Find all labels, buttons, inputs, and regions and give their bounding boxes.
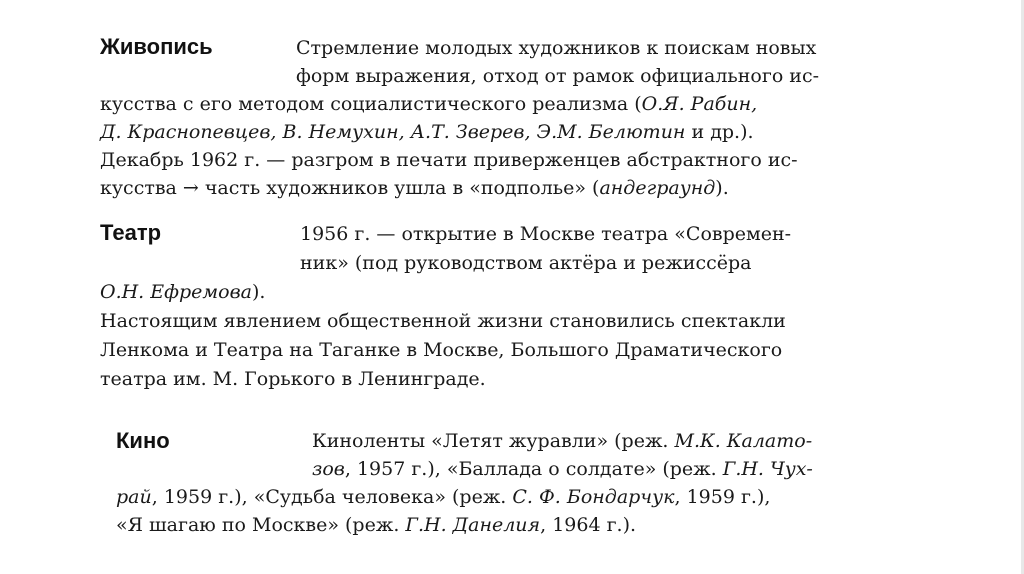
text-line (100, 281, 265, 303)
section-heading-painting: Живопись (100, 34, 213, 59)
text-run: «Я шагаю по Москве» (реж. (116, 514, 406, 536)
text-run: , 1959 г.), (674, 486, 771, 508)
italic-text: М.К. Калато- (674, 430, 813, 452)
text-line (100, 149, 798, 171)
text-line (116, 486, 770, 508)
italic-text: Д. Краснопевцев, В. Немухин, А.Т. Зверев, Э.М. Белютин (100, 121, 686, 143)
text-run: Ленкома и Театра на Таганке в Москве, Большого Драматического (100, 339, 783, 361)
italic-text: О.Н. Ефремова (100, 281, 252, 303)
text-line (100, 339, 782, 361)
text-line (296, 65, 819, 87)
text-line (100, 310, 786, 332)
italic-text: зов (312, 458, 345, 480)
text-line (100, 93, 757, 115)
text-line (300, 252, 751, 274)
text-run: Декабрь 1962 г. — разгром в печати приверженцев абстрактного ис- (100, 149, 798, 171)
text-run: , 1959 г.), «Судьба человека» (реж. (151, 486, 513, 508)
italic-text: рай (116, 486, 152, 508)
text-run: ). (715, 177, 729, 199)
section-heading-cinema: Кино (116, 428, 170, 453)
text-run: и др.). (685, 121, 754, 143)
text-line (312, 430, 812, 452)
text-line (296, 37, 816, 59)
text-run: кусства с его методом социалистического реализма ( (100, 93, 642, 115)
italic-text: Г.Н. Данелия (405, 514, 541, 536)
text-line (100, 368, 486, 390)
text-run: ). (252, 281, 266, 303)
text-run: Настоящим явлением общественной жизни становились спектакли (100, 310, 786, 332)
text-run: кусства → часть художников ушла в «подполье» ( (100, 177, 600, 199)
text-line (100, 121, 754, 143)
text-run: театра им. М. Горького в Ленинграде. (100, 368, 486, 390)
text-run: , 1964 г.). (540, 514, 637, 536)
text-run: Киноленты «Летят журавли» (реж. (312, 430, 675, 452)
text-line (312, 458, 813, 480)
text-line (116, 514, 636, 536)
text-run: ник» (под руководством актёра и режиссёра (300, 252, 752, 274)
text-run: , 1957 г.), «Баллада о солдате» (реж. (344, 458, 723, 480)
text-line (300, 223, 791, 245)
text-run: 1956 г. — открытие в Москве театра «Современ- (300, 223, 792, 245)
italic-text: Г.Н. Чух- (722, 458, 813, 480)
text-run: форм выражения, отход от рамок официального ис- (296, 65, 820, 87)
italic-text: С. Ф. Бондарчук (512, 486, 675, 508)
text-line (100, 177, 729, 199)
section-heading-theatre: Театр (100, 220, 162, 245)
italic-text: андеграунд (599, 177, 716, 199)
text-run: Стремление молодых художников к поискам новых (296, 37, 817, 59)
italic-text: О.Я. Рабин, (641, 93, 758, 115)
